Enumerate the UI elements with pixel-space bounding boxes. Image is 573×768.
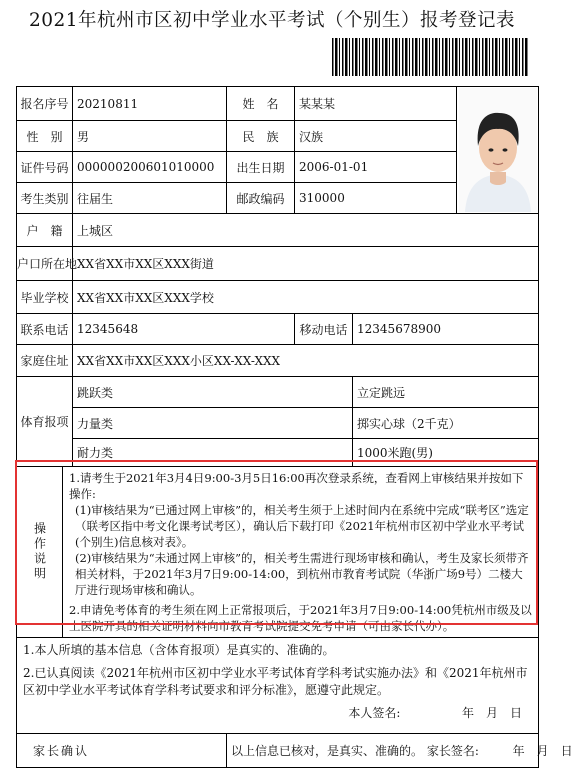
ethnicity-value: 汉族 bbox=[295, 121, 457, 152]
mobile-label: 移动电话 bbox=[295, 314, 353, 345]
gender-value: 男 bbox=[73, 121, 227, 152]
form-title: 2021年杭州市区初中学业水平考试（个别生）报考登记表 bbox=[28, 10, 516, 31]
pe-item-endurance: 1000米跑(男) bbox=[353, 439, 539, 467]
mobile-value: 12345678900 bbox=[353, 314, 539, 345]
id-value: 000000200601010000 bbox=[73, 152, 227, 183]
ops-instructions bbox=[63, 467, 539, 638]
id-label: 证件号码 bbox=[17, 152, 73, 183]
hukou-address-label: 户口所在地 bbox=[17, 247, 73, 281]
ops-paragraph-1: 1.请考生于2021年3月4日9:00-3月5日16:00再次登录系统，查看网上审核结果并按如下操作: bbox=[69, 471, 524, 501]
parent-signature-label: 家长签名: bbox=[426, 744, 479, 758]
phone-value: 12345648 bbox=[73, 314, 295, 345]
declaration-2: 2.已认真阅读《2021年杭州市区初中学业水平考试体育学科考试实施办法》和《2021年杭州市区初中学业水平考试体育学科考试要求和评分标准》，愿遵守此规定。 bbox=[23, 666, 528, 697]
pe-item-jump: 立定跳远 bbox=[353, 377, 539, 408]
home-address-value: XX省XX市XX区XXX小区XX-XX-XXX bbox=[73, 345, 539, 377]
hukou-label: 户 籍 bbox=[17, 214, 73, 247]
pe-category-jump: 跳跃类 bbox=[73, 377, 353, 408]
hukou-value: 上城区 bbox=[73, 214, 539, 247]
pe-item-strength: 掷实心球（2千克） bbox=[353, 408, 539, 439]
pe-category-endurance: 耐力类 bbox=[73, 439, 353, 467]
ops-paragraph-1b: (2)审核结果为“未通过网上审核”的，相关考生需进行现场审核和确认，考生及家长须带齐相关材料，于2021年3月7日9:00-14:00，到杭州市教育考试院（华浙广场9号）二楼大厅进行现场审核和确认。 bbox=[75, 551, 529, 597]
school-value: XX省XX市XX区XXX学校 bbox=[73, 281, 539, 314]
ops-paragraph-1a: (1)审核结果为“已通过网上审核”的，相关考生须于上述时间内在系统中完成“联考区”选定（联考区指中考文化课考试考区），确认后下载打印《2021年杭州市区初中学业水平考试(个别生)信息核对表》。 bbox=[75, 503, 529, 549]
category-label: 考生类别 bbox=[17, 183, 73, 214]
hukou-address-value: XX省XX市XX区XXX街道 bbox=[73, 247, 539, 281]
registration-form bbox=[16, 86, 573, 768]
name-value: 某某某 bbox=[295, 87, 457, 121]
name-label: 姓 名 bbox=[227, 87, 295, 121]
postcode-label: 邮政编码 bbox=[227, 183, 295, 214]
reg-no-label: 报名序号 bbox=[17, 87, 73, 121]
barcode bbox=[332, 38, 528, 76]
home-address-label: 家庭住址 bbox=[17, 345, 73, 377]
parent-label: 家长确认 bbox=[17, 734, 227, 768]
reg-no-value: 20210811 bbox=[73, 87, 227, 121]
school-label: 毕业学校 bbox=[17, 281, 73, 314]
self-signature-date: 年 月 日 bbox=[462, 706, 523, 720]
self-signature-line bbox=[23, 705, 532, 722]
ops-label: 操作说明 bbox=[32, 522, 47, 582]
ethnicity-label: 民 族 bbox=[227, 121, 295, 152]
declaration bbox=[17, 638, 539, 734]
gender-label: 性 别 bbox=[17, 121, 73, 152]
ops-label-cell bbox=[17, 467, 63, 638]
ops-paragraph-2: 2.申请免考体育的考生须在网上正常报项后，于2021年3月7日9:00-14:00凭杭州市级及以上医院开具的相关证明材料向市教育考试院提交免考申请（可由家长代办）。 bbox=[69, 603, 532, 633]
parent-signature-date: 年 月 日 bbox=[512, 744, 573, 758]
pe-category-strength: 力量类 bbox=[73, 408, 353, 439]
birth-label: 出生日期 bbox=[227, 152, 295, 183]
pe-label: 体育报项 bbox=[17, 377, 73, 467]
declaration-1: 1.本人所填的基本信息（含体育报项）是真实的、准确的。 bbox=[23, 643, 335, 657]
birth-value: 2006-01-01 bbox=[295, 152, 457, 183]
phone-label: 联系电话 bbox=[17, 314, 73, 345]
parent-text: 以上信息已核对，是真实、准确的。 bbox=[231, 744, 424, 758]
parent-confirmation bbox=[227, 734, 573, 768]
self-signature-label: 本人签名: bbox=[348, 706, 401, 720]
category-value: 往届生 bbox=[73, 183, 227, 214]
postcode-value: 310000 bbox=[295, 183, 457, 214]
photo-cell bbox=[457, 87, 539, 214]
student-photo-icon bbox=[459, 88, 537, 212]
